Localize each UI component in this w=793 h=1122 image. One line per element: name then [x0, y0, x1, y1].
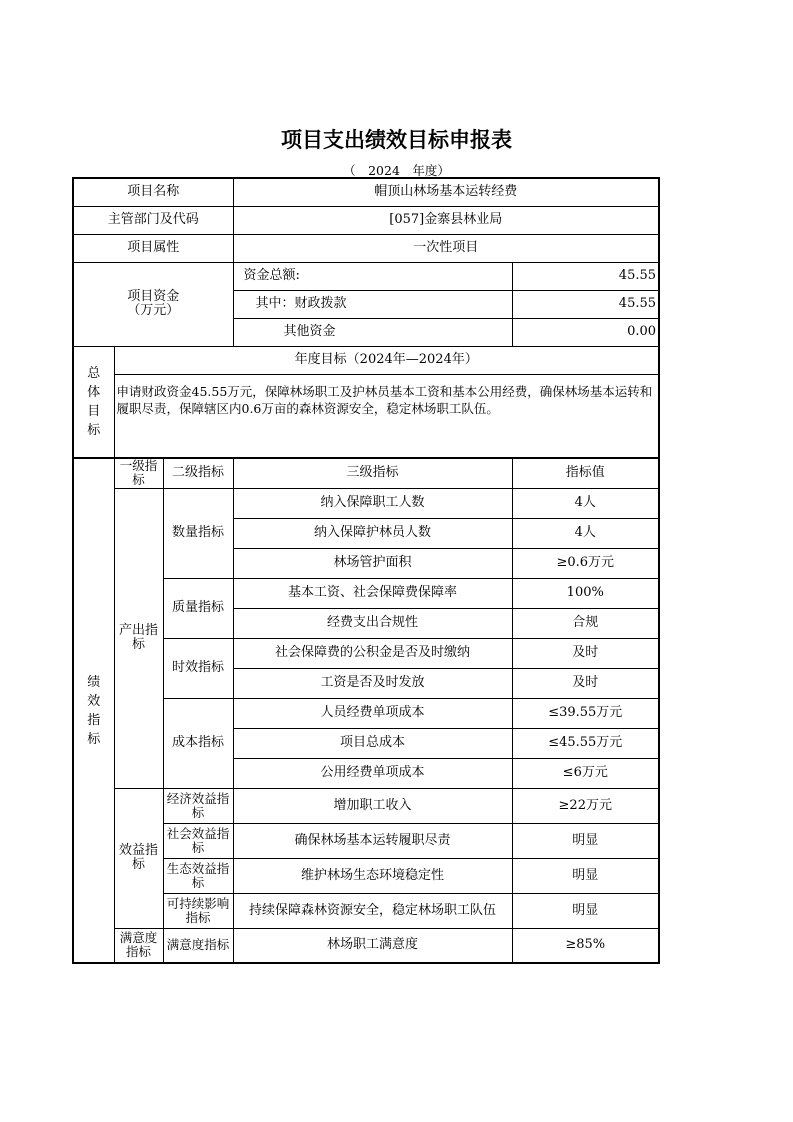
timeliness-indicators-label: 时效指标: [163, 638, 233, 698]
indicator-name: 持续保障森林资源安全，稳定林场职工队伍: [233, 893, 512, 928]
indicator-name: 项目总成本: [233, 728, 512, 758]
header-value: 指标值: [512, 458, 659, 488]
attr-label: 项目属性: [73, 234, 233, 262]
indicator-name: 确保林场基本运转履职尽责: [233, 823, 512, 858]
funds-total-label: 资金总额:: [233, 262, 512, 290]
perf-label-char: 指: [87, 712, 101, 728]
indicator-name: 公用经费单项成本: [233, 758, 512, 788]
funds-label: [73, 262, 233, 346]
dept-label: 主管部门及代码: [73, 206, 233, 234]
quantity-indicators-label: 数量指标: [163, 488, 233, 578]
indicator-value: 明显: [512, 823, 659, 858]
satisfaction-level1-label: 满意度指标: [114, 928, 163, 963]
sustainable-impact-label: 可持续影响指标: [163, 893, 233, 928]
attr-value: 一次性项目: [233, 234, 659, 262]
funds-label-line2: （万元）: [127, 303, 180, 318]
header-level3: 三级指标: [233, 458, 512, 488]
indicator-value: 明显: [512, 893, 659, 928]
performance-target-table: [72, 177, 660, 964]
funds-fiscal-value: 45.55: [512, 290, 659, 318]
indicator-name: 工资是否及时发放: [233, 668, 512, 698]
indicator-name: 基本工资、社会保障费保障率: [233, 578, 512, 608]
perf-label-char: 绩: [87, 674, 101, 690]
cost-indicators-label: 成本指标: [163, 698, 233, 788]
page-title: 项目支出绩效目标申报表: [281, 128, 512, 152]
project-name-label: 项目名称: [73, 178, 233, 206]
quality-indicators-label: 质量指标: [163, 578, 233, 638]
eco-benefit-label: 生态效益指标: [163, 858, 233, 893]
benefit-indicators-label: 效益指标: [114, 788, 163, 928]
perf-label-char: 效: [87, 693, 101, 709]
indicator-value: ≥85%: [512, 928, 659, 963]
indicator-value: 合规: [512, 608, 659, 638]
indicator-value: 及时: [512, 638, 659, 668]
indicator-value: 4人: [512, 488, 659, 518]
project-name-value: 帽顶山林场基本运转经费: [233, 178, 659, 206]
funds-fiscal-label: 其中：财政拨款: [233, 290, 512, 318]
indicator-value: 100%: [512, 578, 659, 608]
satisfaction-level2-label: 满意度指标: [163, 928, 233, 963]
social-benefit-label: 社会效益指标: [163, 823, 233, 858]
indicator-value: ≤39.55万元: [512, 698, 659, 728]
funds-label-line1: 项目资金: [127, 289, 180, 304]
overall-label-char: 目: [87, 403, 101, 419]
header-level2: 二级指标: [163, 458, 233, 488]
overall-target-label: [73, 346, 114, 458]
funds-other-label: 其他资金: [233, 318, 512, 346]
indicator-name: 纳入保障护林员人数: [233, 518, 512, 548]
overall-label-char: 标: [87, 422, 101, 438]
indicator-value: ≥0.6万元: [512, 548, 659, 578]
indicator-name: 社会保障费的公积金是否及时缴纳: [233, 638, 512, 668]
indicator-name: 经费支出合规性: [233, 608, 512, 638]
year-target-header: 年度目标（2024年—2024年）: [114, 346, 659, 374]
perf-indicators-label: [73, 458, 114, 963]
indicator-value: ≥22万元: [512, 788, 659, 823]
year-line: （ 2024 年度）: [343, 163, 450, 178]
funds-other-value: 0.00: [512, 318, 659, 346]
indicator-value: 及时: [512, 668, 659, 698]
indicator-name: 增加职工收入: [233, 788, 512, 823]
indicator-name: 纳入保障职工人数: [233, 488, 512, 518]
output-indicators-label: 产出指标: [114, 488, 163, 788]
dept-value: [057]金寨县林业局: [233, 206, 659, 234]
overall-label-char: 体: [87, 384, 101, 400]
overall-label-char: 总: [87, 365, 101, 381]
perf-label-char: 标: [87, 731, 101, 747]
indicator-name: 林场职工满意度: [233, 928, 512, 963]
indicator-value: ≤45.55万元: [512, 728, 659, 758]
indicator-name: 人员经费单项成本: [233, 698, 512, 728]
header-level1: 一级指标: [114, 458, 163, 488]
indicator-value: 明显: [512, 858, 659, 893]
indicator-name: 林场管护面积: [233, 548, 512, 578]
economic-benefit-label: 经济效益指标: [163, 788, 233, 823]
indicator-value: ≤6万元: [512, 758, 659, 788]
overall-target-content: 申请财政资金45.55万元，保障林场职工及护林员基本工资和基本公用经费，确保林场基本运转和履职尽责，保障辖区内0.6万亩的森林资源安全，稳定林场职工队伍。: [114, 374, 659, 458]
indicator-value: 4人: [512, 518, 659, 548]
indicator-name: 维护林场生态环境稳定性: [233, 858, 512, 893]
funds-total-value: 45.55: [512, 262, 659, 290]
